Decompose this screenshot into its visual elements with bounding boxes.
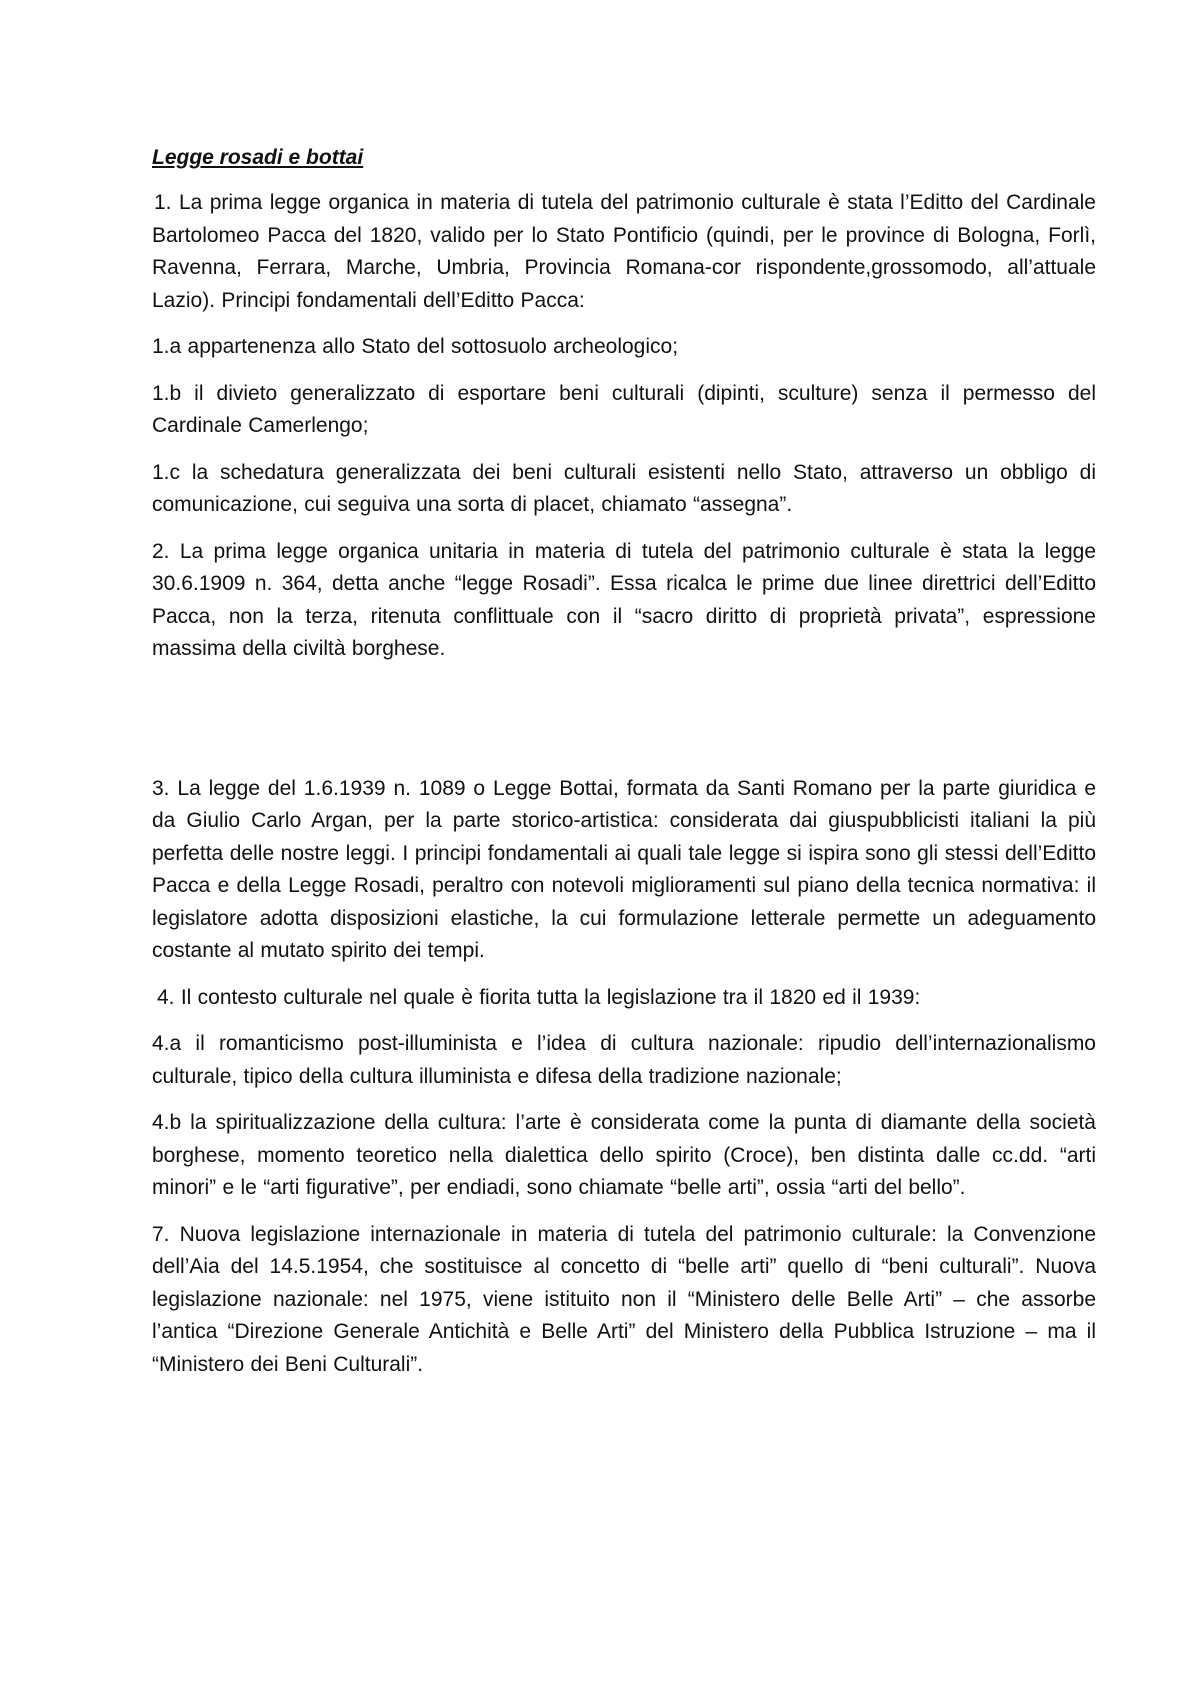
paragraph-1c: 1.c la schedatura generalizzata dei beni culturali esistenti nello Stato, attraverso un obbligo di comunicazione, cui seguiva una sorta di placet, chiamato “assegna”.	[152, 460, 1096, 516]
paragraph-4: 4. Il contesto culturale nel quale è fiorita tutta la legislazione tra il 1820 ed il 1939:	[157, 985, 921, 1009]
paragraph-3: 3. La legge del 1.6.1939 n. 1089 o Legge Bottai, formata da Santi Romano per la parte giuridica e da Giulio Carlo Argan, per la parte storico-artistica: considerata dai giuspubblicisti italiani la più perfetta delle nostre leggi. I principi fondamentali ai quali tale legge si ispira sono gli stessi dell’Editto Pacca e della Legge Rosadi, peraltro con notevoli miglioramenti sul piano della tecnica normativa: il legislatore adotta disposizioni elastiche, la cui formulazione letterale permette un adeguamento costante al mutato spirito dei tempi.	[152, 776, 1096, 962]
paragraph-4a: 4.a il romanticismo post-illuminista e l’idea di cultura nazionale: ripudio dell’internazionalismo culturale, tipico della cultura illuminista e difesa della tradizione nazionale;	[152, 1032, 1096, 1088]
document-title: Legge rosadi e bottai	[152, 146, 364, 169]
paragraph-1a: 1.a appartenenza allo Stato del sottosuolo archeologico;	[152, 335, 679, 358]
paragraph-1: 1. La prima legge organica in materia di tutela del patrimonio culturale è stata l’Editto del Cardinale Bartolomeo Pacca del 1820, valido per lo Stato Pontificio (quindi, per le province di Bologna, Forlì, Ravenna, Ferrara, Marche, Umbria, Provincia Romana-cor rispondente,grossomodo, all’attuale Lazio). Principi fondamentali dell’Editto Pacca:	[152, 191, 1096, 312]
paragraph-2: 2. La prima legge organica unitaria in materia di tutela del patrimonio culturale è stata la legge 30.6.1909 n. 364, detta anche “legge Rosadi”. Essa ricalca le prime due linee direttrici dell’Editto Pacca, non la terza, ritenuta conflittuale con il “sacro diritto di proprietà privata”, espressione massima della civiltà borghese.	[152, 539, 1096, 660]
document-body	[152, 142, 1096, 1395]
paragraph-1b: 1.b il divieto generalizzato di esportare beni culturali (dipinti, sculture) senza il permesso del Cardinale Camerlengo;	[152, 381, 1096, 437]
paragraph-7: 7. Nuova legislazione internazionale in materia di tutela del patrimonio culturale: la Convenzione dell’Aia del 14.5.1954, che sostituisce al concetto di “belle arti” quello di “beni culturali”. Nuova legislazione nazionale: nel 1975, viene istituito non il “Ministero delle Belle Arti” – che assorbe l’antica “Direzione Generale Antichità e Belle Arti” del Ministero della Pubblica Istruzione – ma il “Ministero dei Beni Culturali”.	[152, 1222, 1096, 1376]
blank-space	[152, 680, 1096, 773]
paragraph-4b: 4.b la spiritualizzazione della cultura: l’arte è considerata come la punta di diamante della società borghese, momento teoretico nella dialettica dello spirito (Croce), ben distinta dalle cc.dd. “arti minori” e le “arti figurative”, per endiadi, sono chiamate “belle arti”, ossia “arti del bello”.	[152, 1111, 1096, 1199]
